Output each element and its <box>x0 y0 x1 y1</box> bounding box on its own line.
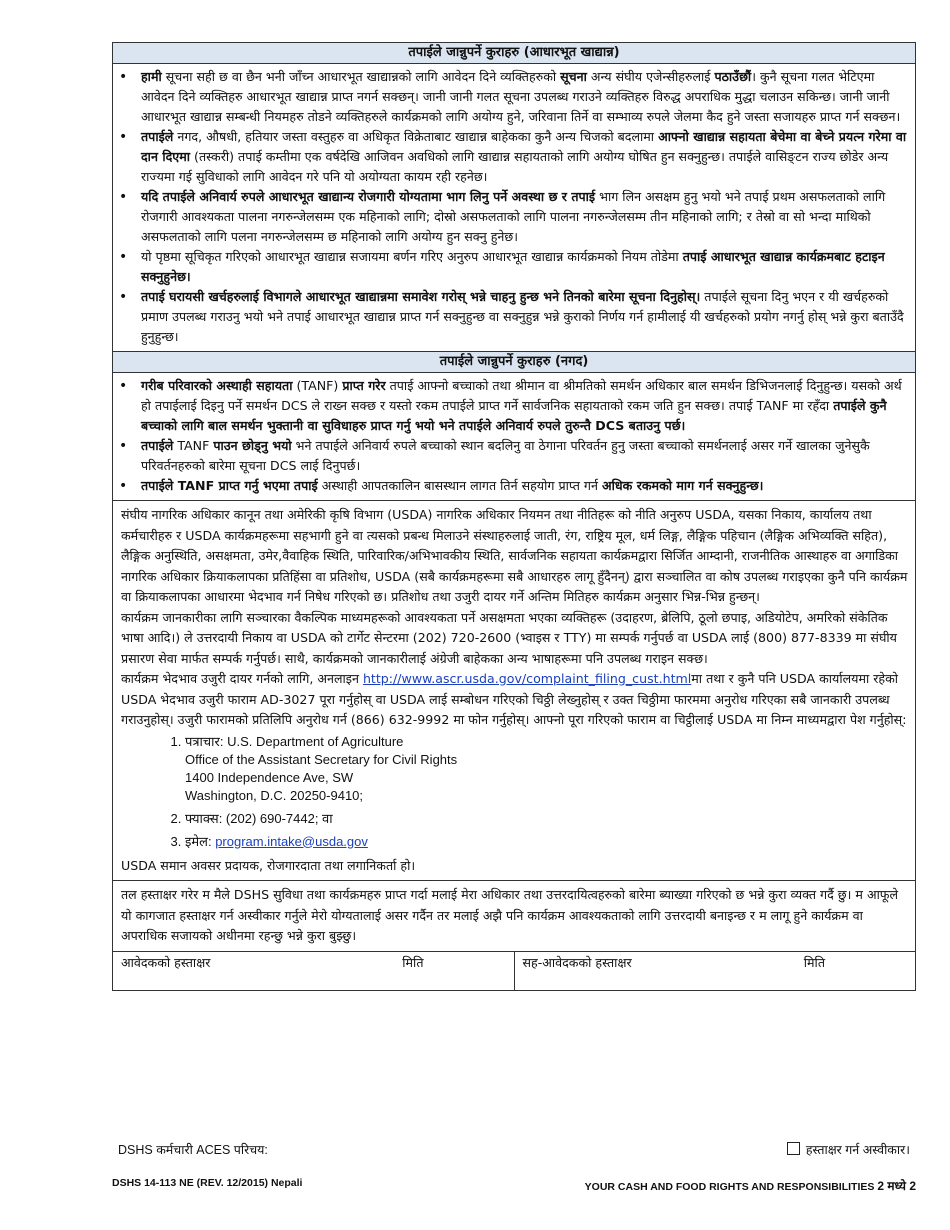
list-item: 2. फ्याक्स: (202) 690-7442; वा <box>185 810 909 828</box>
cash-rules-list <box>113 373 915 500</box>
email-link[interactable]: program.intake@usda.gov <box>215 833 368 849</box>
page-number: 2 मध्ये 2 <box>877 1179 916 1193</box>
refused-checkbox[interactable] <box>787 1142 800 1155</box>
alternative-communication-paragraph: कार्यक्रम जानकारीका लागि सञ्चारका वैकल्पिक माध्यमहरूको आवश्यकता पर्ने असक्षमता भएका व्यक्तिहरू (उदाहरण, ब्रेलिपि, ठूलो छपाइ, अडियोटेप, अमरिको संकेतिक भाषा आदि।) ले उत्तरदायी निकाय वा USDA को टार्गेट सेन्टरमा (202) 720-2600 (भ्वाइस र TTY) मा सम्पर्क गर्नुपर्छ वा USDA लाई (800) 877-8339 मा संघीय प्रसारण सेवा मार्फत सम्पर्क गर्नुपर्छ। साथै, कार्यक्रमको जानकारीलाई अंग्रेजी बाहेकका अन्य भाषाहरूमा पनि उपलब्ध गराइन सक्छ। <box>121 609 897 666</box>
food-section-title: तपाईले जान्नुपर्ने कुराहरु (आधारभूत खाद्यान्न) <box>113 43 915 64</box>
co-applicant-signature-field[interactable]: सह-आवेदकको हस्ताक्षर मिति <box>514 952 916 990</box>
food-rules-list <box>113 64 915 351</box>
applicant-signature-field[interactable]: आवेदकको हस्ताक्षर मिति <box>121 954 424 970</box>
aces-id-row <box>118 1141 910 1158</box>
cash-section-title: तपाईले जान्नुपर्ने कुराहरु (नगद) <box>113 351 915 373</box>
list-item: • तपाईले नगद, औषधी, हतियार जस्ता वस्तुहरु वा अधिकृत विक्रेताबाट खाद्यान्न बाहेकका कुनै अन्य चिजको बदलामा आफ्नो खाद्यान्न सहायता बेचेमा वा बेच्ने प्रयत्न गरेमा वा दान दिएमा (तस्करी) तपाई कम्तीमा एक वर्षदेखि आजिवन अवधिको लागि खाद्यान्न सहायताको लागि अयोग्य घोषित हुन सक्नुहुन्छ। तपाईले वासिङ्टन राज्य छोडेर अन्य राज्यमा गई सुविधाको लागि आवेदन गरे पनि यो अयोग्यता कायम रही रहनेछ। <box>141 127 909 187</box>
list-item: • तपाई घरायसी खर्चहरुलाई विभागले आधारभूत खाद्यान्नमा समावेश गरोस् भन्ने चाहनु हुन्छ भने तिनको बारेमा सूचना दिनुहोस्। तपाईले सूचना दिनु भएन र यी खर्चहरुको प्रमाण उपलब्ध गराउनु भयो भने तपाई आधारभूत खाद्यान्न प्राप्त गर्न सक्नुहुन्छ वा सक्नुहुन्न भन्ने कुराको निर्णय गर्न हामीलाई यी खर्चहरुको प्रयोग नगर्नु होस् भन्ने कुरा बताउँदै हुनुहुन्छ। <box>141 287 909 347</box>
form-number: DSHS 14-113 NE (REV. 12/2015) Nepali <box>112 1177 303 1189</box>
declaration: तल हस्ताक्षर गरेर म मैले DSHS सुविधा तथा कार्यक्रमहरु प्राप्त गर्दा मलाई मेरा अधिकार तथा उत्तरदायित्वहरुको बारेमा ब्याख्या गरिएको छ भन्ने कुरा व्यक्त गर्दै छु। म आफूले यो कागजात हस्ताक्षर गर्न अस्वीकार गर्नुले मेरो योग्यतालाई असर गर्दैन तर मलाई अझै पनि कार्यक्रम आवश्यकताको लागि उत्तरदायी बनाइन्छ र म लागू हुने कार्यक्रम वा अपराधिक सजायको अधीनमा रहन्छु भन्ने कुरा बुझ्छु। <box>113 880 915 951</box>
list-item: • यो पृष्ठमा सूचिकृत गरिएको आधारभूत खाद्यान्न सजायमा बर्णन गरिए अनुरुप आधारभूत खाद्यान्न कार्यक्रमको नियम तोडेमा तपाई आधारभूत खाद्यान्न कार्यक्रमबाट हटाइन सक्नुहुनेछ। <box>141 247 909 287</box>
list-item: 3. इमेल: program.intake@usda.gov <box>185 833 909 851</box>
complaint-paragraph: कार्यक्रम भेदभाव उजुरी दायर गर्नको लागि, अनलाइन http://www.ascr.usda.gov/complaint_filing_cust.htmlमा तथा र कुनै पनि USDA कार्यालयमा रहेको USDA भेदभाव उजुरी फाराम AD-3027 पूरा गर्नुहोस् वा USDA लाई सम्बोधन गरिएको चिठ्ठी लेख्नुहोस् र उक्त चिठ्ठीमा फारममा अनुरोध गरिएका सबै जानकारी उपलब्ध गराउनुहोस्। उजुरी फारामको प्रतिलिपि अनुरोध गर्न (866) 632-9992 मा फोन गर्नुहोस्। आफ्नो पूरा गरिएको फाराम वा चिट्ठीलाई USDA मा निम्न माध्यमद्वारा पेश गर्नुहोस्: <box>121 671 907 727</box>
rights-table <box>112 42 916 991</box>
form-page <box>112 42 916 991</box>
equal-opportunity-statement: USDA समान अवसर प्रदायक, रोजगारदाता तथा लगानिकर्ता हो। <box>121 857 416 873</box>
list-item: • यदि तपाईले अनिवार्य रुपले आधारभूत खाद्यान्य रोजगारी योग्यतामा भाग लिनु पर्ने अवस्था छ र तपाई भाग लिन असक्षम हुनु भयो भने तपाई प्रथम असफलताको लागि रोजगारी आवश्यकता पालना नगरुन्जेलसम्म एक महिनाको लागि; दोस्रो असफलताको लागि पालना नगरुन्जेलसम्म तीन महिनाको लागि; र तेस्रो वा सो भन्दा माथिको असफलताको लागि पलना नगरुन्जेलसम्म छ महिनाको लागि अयोग्य हुन सक्नु हुनेछ। <box>141 187 909 247</box>
civil-rights-statement <box>113 500 915 880</box>
submission-methods <box>121 733 909 851</box>
list-item: • हामी सूचना सही छ वा छैन भनी जाँच्न आधारभूत खाद्यान्नको लागि आवेदन दिने व्यक्तिहरुको सूचना अन्य संघीय एजेन्सीहरुलाई पठाउँछौं। कुनै सूचना गलत भेटिएमा आवेदन दिने व्यक्तिहरु आधारभूत खाद्यान्न प्राप्त नगर्न सक्छन्। जानी जानी गलत सूचना उपलब्ध गराउने व्यक्तिहरु विरुद्ध अपराधिक मुद्धा चलाउन सकिन्छ। जानी जानी आधारभूत खाद्यान्न सम्बन्धी नियमहरु तोडने व्यक्तिहरुले कार्यक्रमको लागि अयोग्य हुने, जरिवाना तिर्ने वा सम्भाव्य रुपले जेलमा कैद हुने जस्ता सजायहरु प्राप्त गर्न सक्छन। <box>141 67 909 127</box>
form-title: YOUR CASH AND FOOD RIGHTS AND RESPONSIBILITIES <box>584 1181 875 1193</box>
signature-row <box>113 951 915 990</box>
list-item: • तपाईले TANF प्राप्त गर्नु भएमा तपाई अस्थाही आपतकालिन बासस्थान लागत तिर्न सहयोग प्राप्त गर्न अधिक रकमको माग गर्न सक्नुहुन्छ। <box>141 476 909 496</box>
aces-id-label: DSHS कर्मचारी ACES परिचय: <box>118 1143 268 1157</box>
page-footer <box>112 1177 916 1194</box>
complaint-filing-link[interactable]: http://www.ascr.usda.gov/complaint_filing_cust.html <box>362 671 692 686</box>
list-item: 1. पत्राचार: U.S. Department of Agriculture Office of the Assistant Secretary for Civil Rights 1400 Independence Ave, SW Washington, D.C. 20250-9410; <box>185 733 909 805</box>
nondiscrimination-paragraph: संघीय नागरिक अधिकार कानून तथा अमेरिकी कृषि विभाग (USDA) नागरिक अधिकार नियमन तथा नीतिहरू को नीति अनुरुप USDA, यसका निकाय, कार्यालय तथा कर्मचारीहरु र USDA कार्यक्रमहरूमा सहभागी हुने वा त्यसको प्रबन्ध मिलाउने संस्थाहरुलाई जाती, रंग, राष्ट्रिय मूल, धर्म लिङ्ग, लैङ्गिक पहिचान (लैङ्गिक अभिव्यक्ति सहित), लैङ्गिक अनुस्थिति, असक्षमता, उमेर,वैवाहिक स्थिति, पारिवारिक/अभिभावकीय स्थिति, सार्वजनिक सहायता कार्यक्रमद्वारा सिर्जित आम्दानी, राजनीतिक आस्थाहरु वा अगाडिका नागरिक अधिकार क्रियाकलापका प्रतिहिंसा वा प्रतिशोध, USDA (सबै कार्यक्रमहरूमा सबै आधारहरु लागू हुँदैनन्) द्वारा सञ्चालित वा कोष उपलब्ध गराइएका कुनै पनि कार्यक्रम वा क्रियाकलापका आधारमा भेदभाव गर्न निषेध गरिएको छ। प्रतिशोध तथा उजुरी दायर गर्ने अन्तिम मितिहरु कार्यक्रम अनुसार भिन्न-भिन्न हुन्छन्। <box>121 507 908 604</box>
list-item: • तपाईले TANF पाउन छोड्नु भयो भने तपाईले अनिवार्य रुपले बच्चाको स्थान बदलिनु वा ठेगाना परिवर्तन हुनु जस्ता बच्चाको समर्थनलाई असर गर्ने खालका जुनेसुकै परिवर्तनहरुको बारेमा सूचना DCS लाई दिनुपर्छ। <box>141 436 909 476</box>
refused-to-sign: हस्ताक्षर गर्न अस्वीकार। <box>787 1141 910 1158</box>
list-item: • गरीब परिवारको अस्थाही सहायता (TANF) प्राप्त गरेर तपाई आफ्नो बच्चाको तथा श्रीमान वा श्रीमतिको समर्थन अधिकार बाल समर्थन डिभिजनलाई दिनुहुन्छ। यसको अर्थ हो तपाईलाई दिइनु पर्ने समर्थन DCS ले राख्न सक्छ र यस्तो रकम तपाईले प्राप्त गर्ने सार्वजनिक सहायताको रकम जति हुन सक्छ। तपाई TANF मा रहँदा तपाईले कुनै बच्चाको लागि बाल समर्थन भुक्तानी वा सुविधाहरु प्राप्त गर्नु भयो भने तपाईले अनिवार्य रुपले तुरुन्तै DCS बताउनु पर्छ। <box>141 376 909 436</box>
